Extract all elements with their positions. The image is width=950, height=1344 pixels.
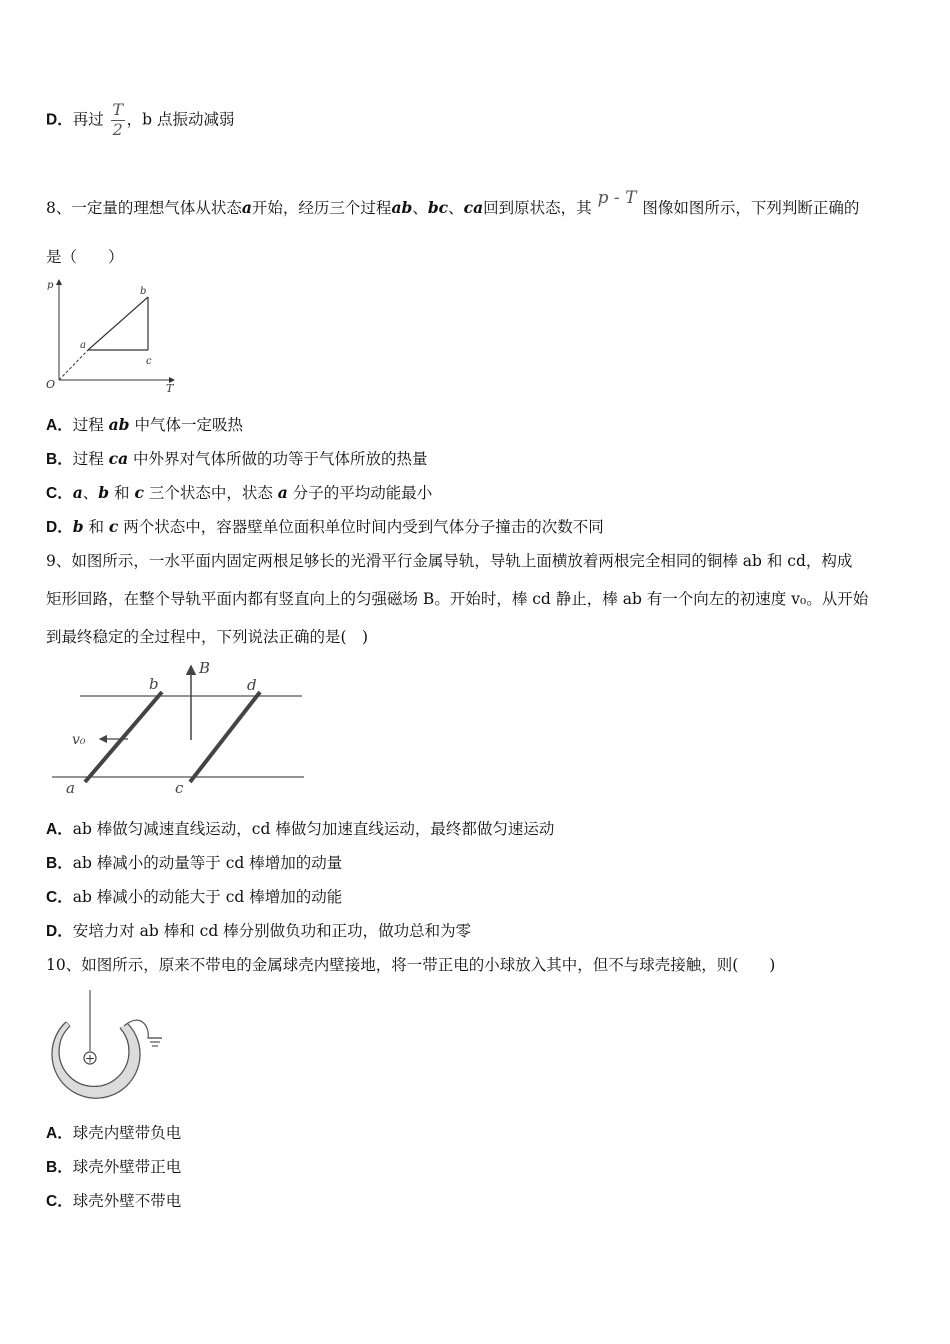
q8-option-b: B．过程 ca 中外界对气体所做的功等于气体所放的热量 <box>46 449 428 468</box>
rod-c-label: c <box>175 779 184 797</box>
q7-option-d: D．再过 $\frac{T}{2}$ ，b 点振动减弱 <box>46 100 235 139</box>
t-axis-label: T <box>166 382 174 395</box>
q9-option-c: C．ab 棒减小的动能大于 cd 棒增加的动能 <box>46 888 343 906</box>
rod-a-label: a <box>66 779 75 797</box>
p-t-label: p - T <box>597 188 637 208</box>
q9-option-d: D．安培力对 ab 棒和 cd 棒分别做负功和正功，做功总和为零 <box>46 922 472 940</box>
v0-label: v₀ <box>72 732 86 748</box>
q8-stem-line2: 是（ ） <box>46 248 124 266</box>
state-b-label: b <box>140 286 147 297</box>
q9-option-b: B．ab 棒减小的动量等于 cd 棒增加的动量 <box>46 854 343 872</box>
q8-option-a: A．过程 ab 中气体一定吸热 <box>46 415 243 434</box>
q9-stem-line3: 到最终稳定的全过程中，下列说法正确的是( ) <box>46 628 369 646</box>
plus-sign: + <box>85 1051 96 1066</box>
q8-pt-diagram <box>40 272 190 400</box>
q9-rails-diagram <box>50 656 310 798</box>
rod-ab <box>85 692 162 782</box>
b-field-label: B <box>199 659 211 677</box>
ground-icon <box>148 1038 162 1046</box>
q8-option-d: D．b 和 c 两个状态中，容器壁单位面积单位时间内受到气体分子撞击的次数不同 <box>46 517 604 536</box>
q8-option-c: C．a、b 和 c 三个状态中，状态 a 分子的平均动能最小 <box>46 483 433 502</box>
rod-b-label: b <box>149 675 159 693</box>
q9-stem-line2: 矩形回路，在整个导轨平面内都有竖直向上的匀强磁场 B。开始时，棒 cd 静止，棒 ab 有一个向左的初速度 v₀。从开始 <box>46 590 869 608</box>
q10-option-c: C．球壳外壁不带电 <box>46 1192 182 1210</box>
q8-stem-line1: 8、一定量的理想气体从状态a开始，经历三个过程ab、bc、ca回到原状态，其 p - T 图像如图所示，下列判断正确的 <box>46 188 860 217</box>
p-axis-label: p <box>47 280 54 291</box>
q9-stem-line1: 9、如图所示，一水平面内固定两根足够长的光滑平行金属导轨，导轨上面横放着两根完全相同的铜棒 ab 和 cd，构成 <box>46 552 853 570</box>
origin-label: O <box>46 378 56 391</box>
extension-dashed <box>59 350 88 380</box>
q10-shell-diagram <box>44 986 166 1100</box>
state-a-label: a <box>80 340 86 351</box>
rod-cd <box>190 692 260 782</box>
q9-option-a: A．ab 棒做匀减速直线运动，cd 棒做匀加速直线运动，最终都做匀速运动 <box>46 820 555 838</box>
q10-option-a: A．球壳内壁带负电 <box>46 1124 182 1142</box>
rod-d-label: d <box>247 676 257 694</box>
q10-stem: 10、如图所示，原来不带电的金属球壳内壁接地，将一带正电的小球放入其中，但不与球壳接触，则( ) <box>46 956 776 974</box>
q10-option-b: B．球壳外壁带正电 <box>46 1158 182 1176</box>
state-c-label: c <box>146 356 152 367</box>
process-ab <box>88 297 148 350</box>
fraction-t-over-2: $\frac{T}{2}$ <box>112 100 123 139</box>
